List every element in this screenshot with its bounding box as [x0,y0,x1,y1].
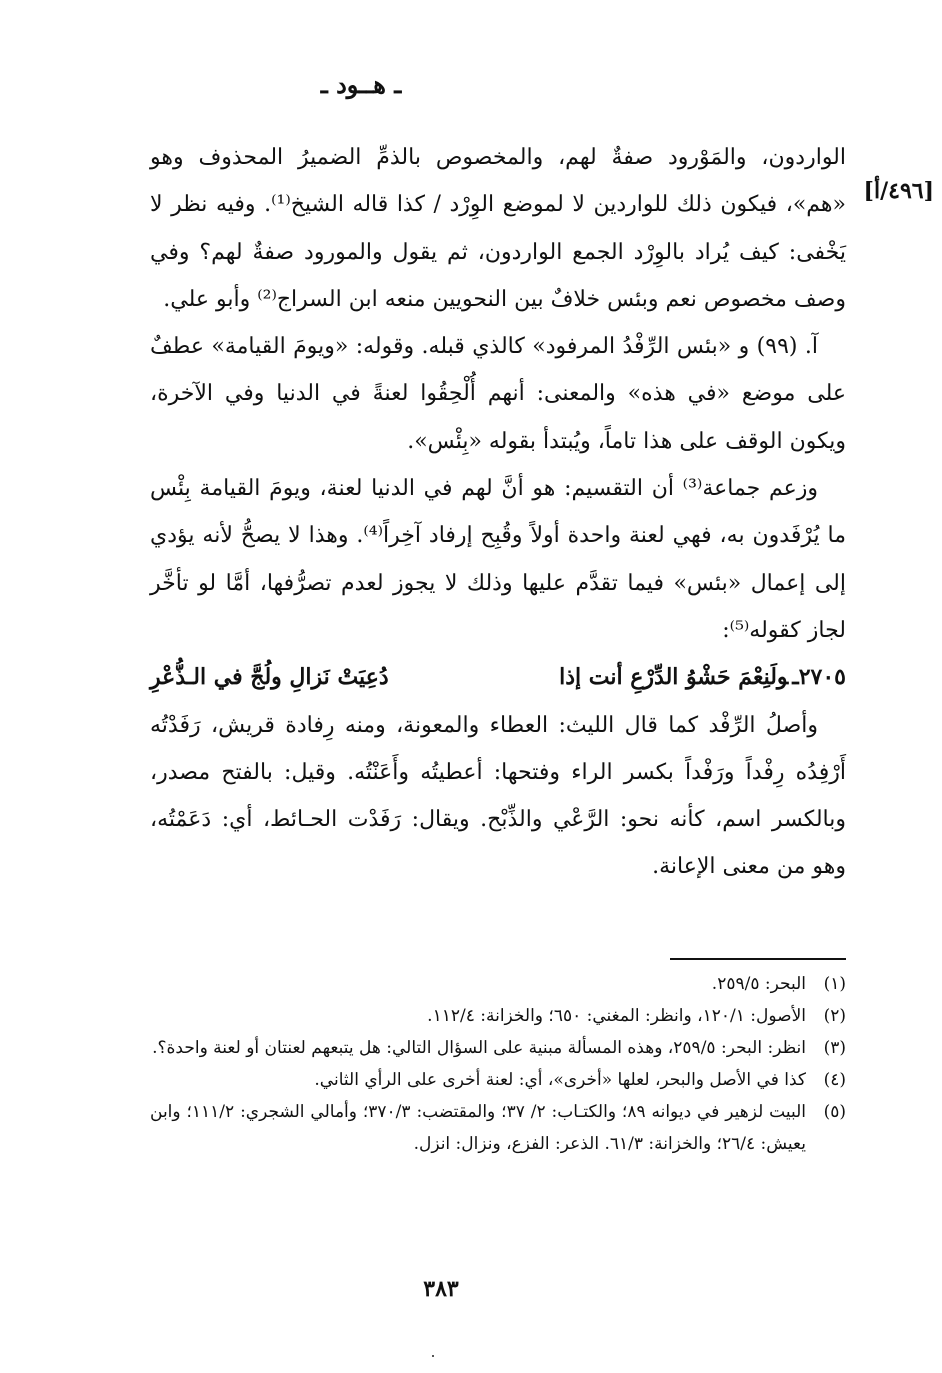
footnote-number: (٣) [823,1038,846,1058]
main-text [150,134,846,891]
footnote-separator [670,958,846,960]
footnote-text: كذا في الأصل والبحر، لعلها «أخرى»، أي: لعنة أخرى على الرأي الثاني. [314,1070,806,1090]
verse-number: ٢٧٠٥ـ [792,664,846,691]
paragraph-1: الواردون، والمَوْرود صفةٌ لهم، والمخصوص بالذمِّ الضميرُ المحذوف وهو «هم»، فيكون ذلك للواردين لا لموضع الوِرْد / كذا قاله الشيخ⁽¹⁾. وفيه نظر لا يَخْفى: كيف يُراد بالوِرْد الجمع الواردون، ثم يقول والمورود صفةٌ لهم؟ وفي وصف مخصوص نعم وبئس خلافٌ بين النحويين منعه ابن السراج⁽²⁾ وأبو علي. [150,145,846,312]
footnote [150,968,846,1000]
footnote [150,1064,846,1096]
poetry-verse [150,654,846,701]
footnote-text: البيت لزهير في ديوانه ٨٩؛ والكتـاب: ٢/ ٣٧؛ والمقتضب: ٣٧٠/٣؛ وأمالي الشجري: ١١١/٢؛ وابن يعيش: ٢٦/٤؛ والخزانة: ٦١/٣. الذعر: الفزع، ونزال: انزل. [150,1102,806,1154]
page-number: ٣٨٣ [423,1276,459,1302]
verse-first-half [559,654,846,701]
scan-speck [432,1355,434,1357]
paragraph-3: وزعم جماعة⁽³⁾ أن التقسيم: هو أنَّ لهم في الدنيا لعنة، ويومَ القيامة بِئْس ما يُرْفَدون به، فهي لعنة واحدة أولاً وقُبِح إرفاد آخِراً⁽⁴⁾. وهذا لا يصحُّ لأنه يؤدي إلى إعمال «بئس» فيما تقدَّم عليها وذلك لا يجوز لعدم تصرُّفها، أمَّا لو تأخَّر لجاز كقوله⁽⁵⁾: [150,476,846,643]
paragraph-4: وأصلُ الرِّفْد كما قال الليث: العطاء والمعونة، ومنه رِفادة قريش، رَفَدْتُه أَرْفِدُه رِفْداً ورَفْداً بكسر الراء وفتحها: أعطيتُه وأَعَنْتُه. وقيل: بالفتح مصدر، وبالكسر اسم، كأنه نحو: الرَّعْي والذِّبْح. ويقال: رَفَدْت الحـائط، أي: دَعَمْتُه، وهو من معنى الإعانة. [150,712,846,880]
footnote-text: انظر: البحر: ٢٥٩/٥، وهذه المسألة مبنية على السؤال التالي: هل يتبعهم لعنتان أو لعنة واحدة؟. [152,1038,806,1058]
footnote-number: (٥) [823,1102,846,1122]
footnote-number: (٢) [823,1006,846,1026]
paragraph-2: آ. (٩٩) و «بئس الرِّفْدُ المرفود» كالذي قبله. وقوله: «ويومَ القيامة» عطفٌ على موضع «في هذه» والمعنى: أنهم أُلْحِقُوا لعنةً في الدنيا وفي الآخرة، ويكون الوقف على هذا تاماً، ويُبتدأ بقوله «بِئْس». [150,334,846,454]
footnote [150,1096,846,1160]
footnote-text: البحر: ٢٥٩/٥. [711,974,806,994]
manuscript-folio-note: [٤٩٦/أ] [863,178,934,204]
footnotes [150,968,846,1160]
footnote [150,1032,846,1064]
footnote-text: الأصول: ١٢٠/١، وانظر: المغني: ٦٥٠؛ والخزانة: ١١٢/٤. [427,1006,806,1026]
verse-hemistich-2: دُعِيَتْ نَزالِ ولُجَّ في الـذُّعْرِ [150,664,389,691]
footnote-number: (١) [823,974,846,994]
verse-hemistich-1: ولَنِعْمَ حَشْوُ الدِّرْعِ أنت إذا [559,664,789,691]
footnote [150,1000,846,1032]
footnote-number: (٤) [823,1070,846,1090]
running-header: ـ هــود ـ [320,70,402,99]
